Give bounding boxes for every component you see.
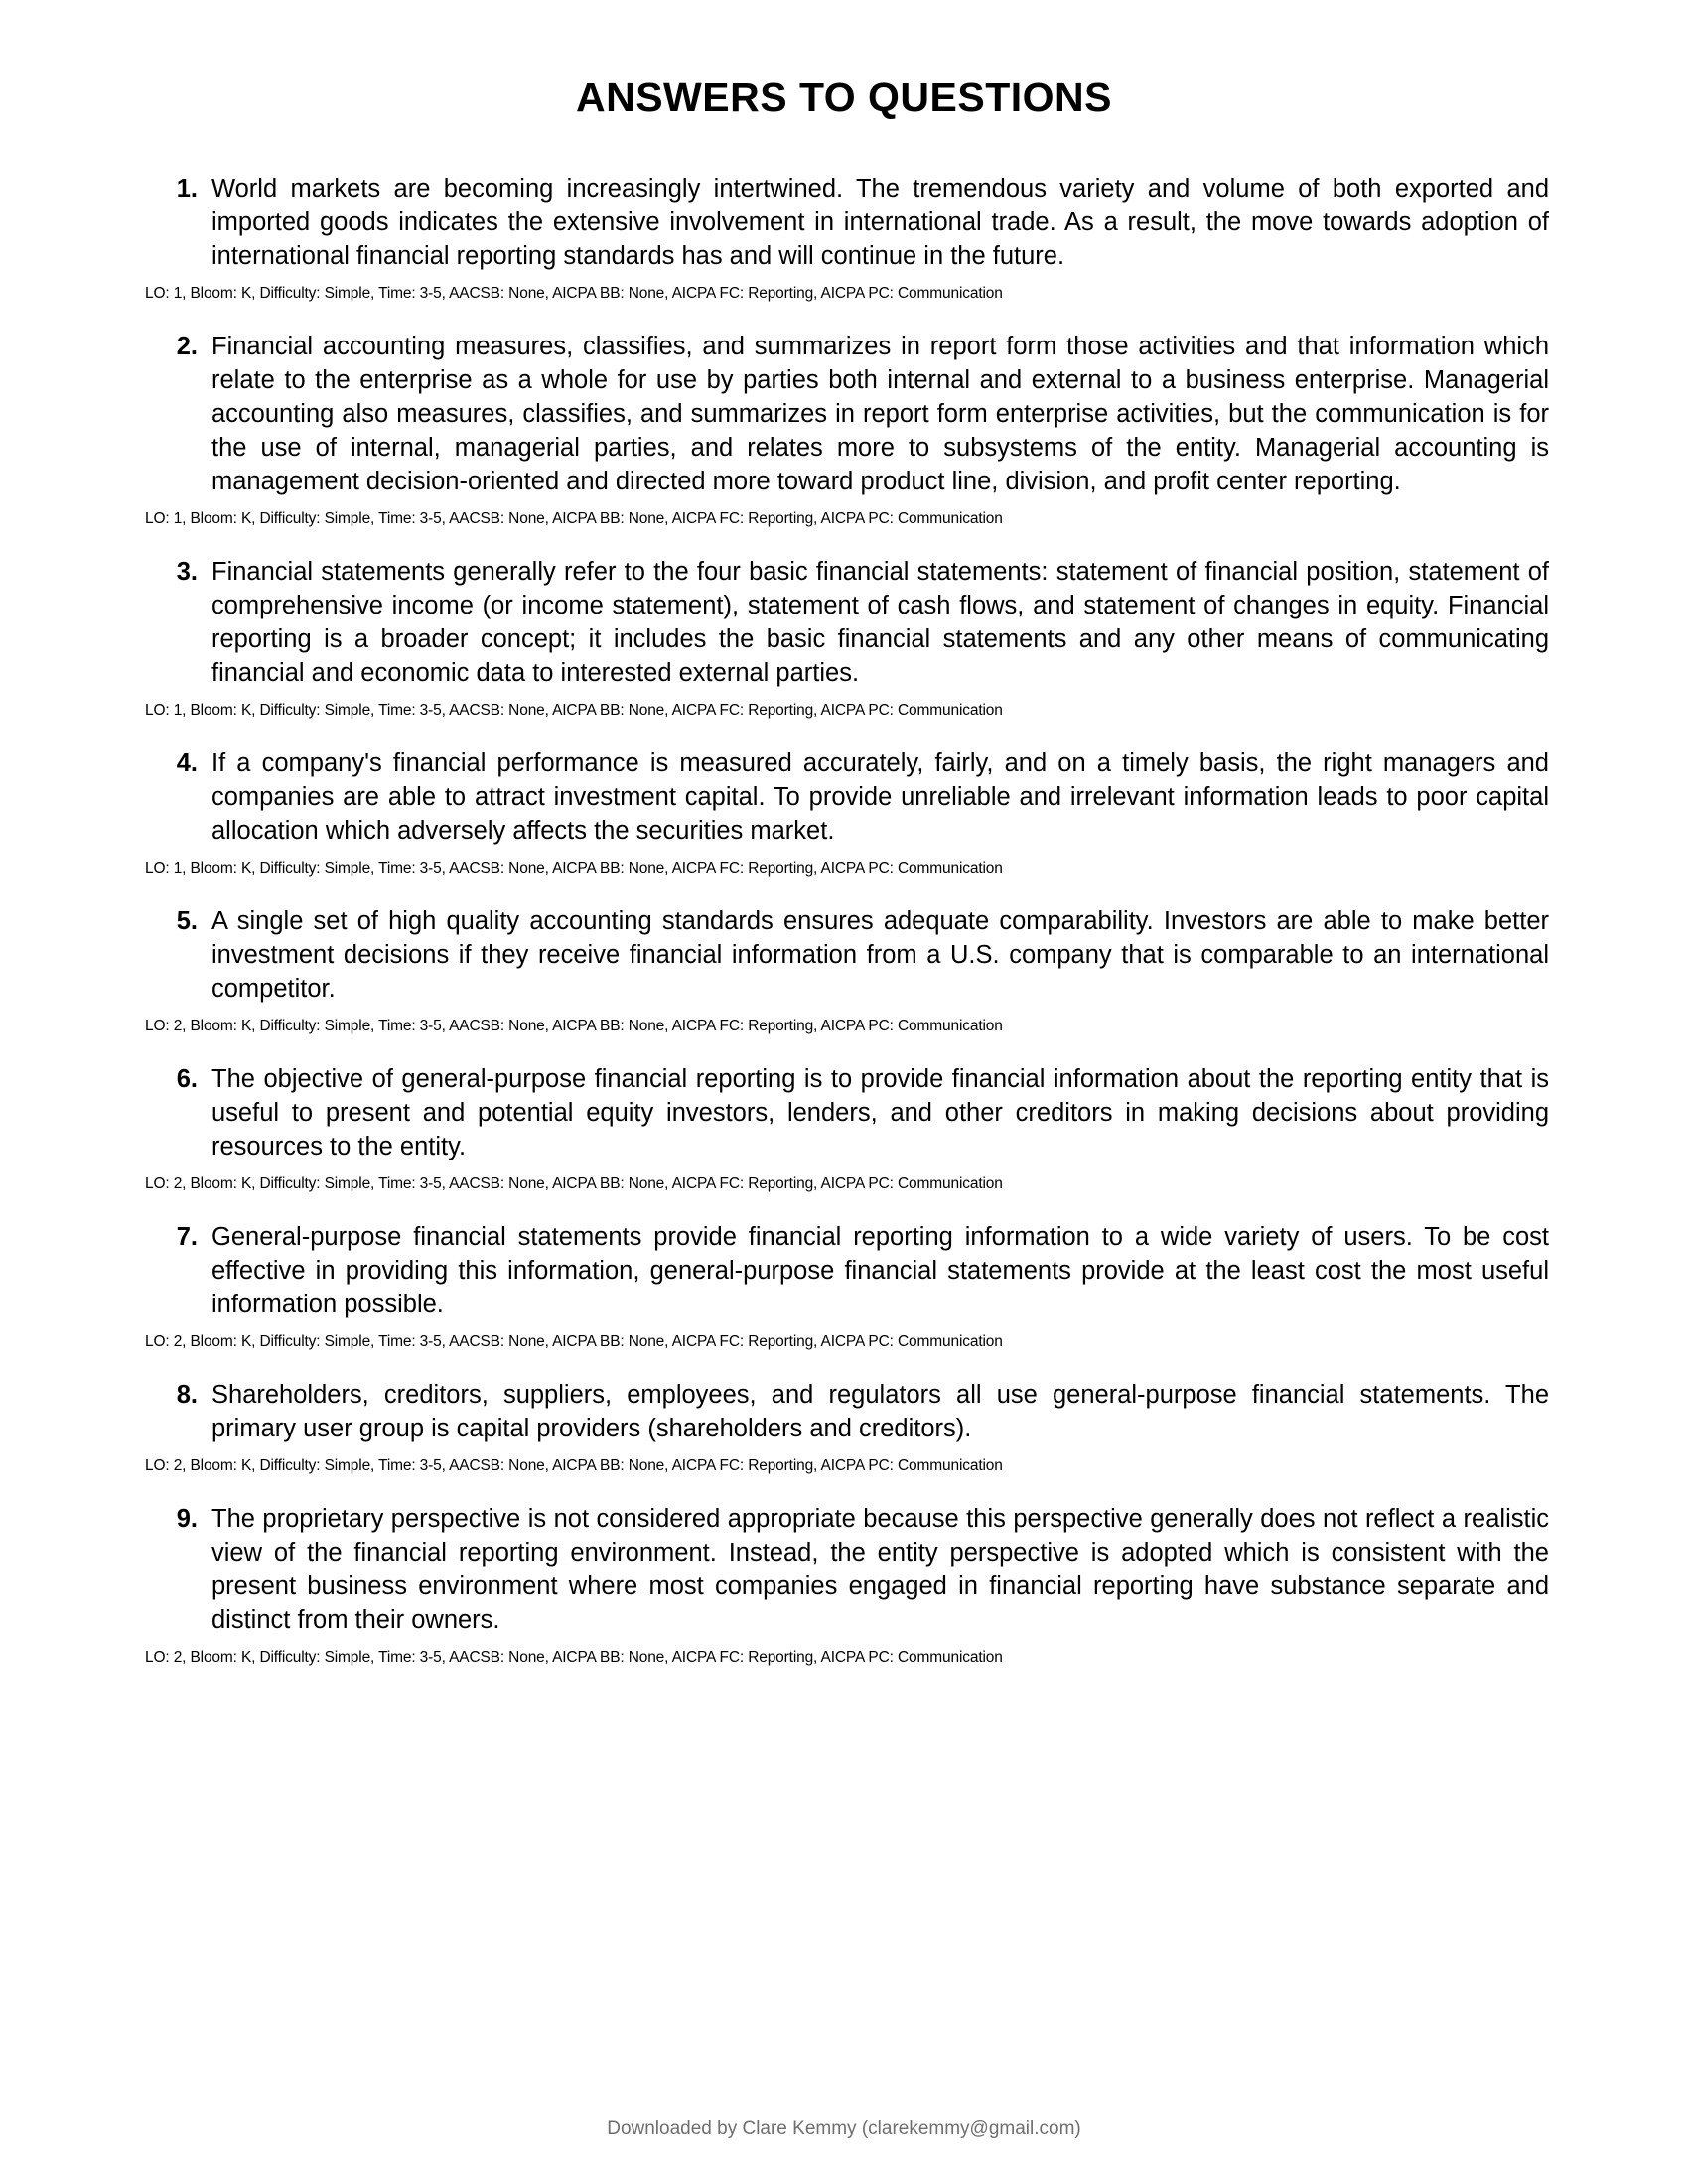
answer-metadata: LO: 2, Bloom: K, Difficulty: Simple, Time: 3-5, AACSB: None, AICPA BB: None, AICPA FC: Reporting, AICPA PC: Communication xyxy=(145,1333,1003,1351)
answer-item xyxy=(139,1378,1549,1476)
answer-text: Financial statements generally refer to the four basic financial statements: statement of financial position, statement of comprehensive income (or income statement), statement of cash flows, and statement of changes in equity. Financial reporting is a broader concept; it includes the basic financial statements and any other means of communicating financial and economic data to interested external parties. xyxy=(211,558,1549,688)
answer-text: Shareholders, creditors, suppliers, employees, and regulators all use general-purpose financial statements. The primary user group is capital providers (shareholders and creditors). xyxy=(211,1381,1549,1443)
page-title: ANSWERS TO QUESTIONS xyxy=(575,74,1113,120)
answer-item xyxy=(139,904,1549,1036)
answer-metadata: LO: 1, Bloom: K, Difficulty: Simple, Time: 3-5, AACSB: None, AICPA BB: None, AICPA FC: Reporting, AICPA PC: Communication xyxy=(145,860,1003,878)
answer-number: 2. xyxy=(176,333,198,361)
answer-row xyxy=(139,1502,1549,1637)
answer-text: If a company's financial performance is measured accurately, fairly, and on a timely basis, the right managers and companies are able to attract investment capital. To provide unreliable and irrelevant information leads to poor capital allocation which adversely affects the securities market. xyxy=(211,750,1549,846)
answer-text: The proprietary perspective is not considered appropriate because this perspective generally does not reflect a realistic view of the financial reporting environment. Instead, the entity perspective is adopted which is consistent with the present business environment where most companies engaged in financial reporting have substance separate and distinct from their owners. xyxy=(211,1505,1549,1635)
answer-item xyxy=(139,330,1549,529)
answer-number: 7. xyxy=(176,1223,198,1252)
answer-row xyxy=(139,747,1549,848)
answer-item xyxy=(139,555,1549,721)
answer-item xyxy=(139,1502,1549,1668)
answer-number: 5. xyxy=(176,907,198,936)
answer-metadata: LO: 1, Bloom: K, Difficulty: Simple, Time: 3-5, AACSB: None, AICPA BB: None, AICPA FC: Reporting, AICPA PC: Communication xyxy=(145,702,1003,720)
answers-list xyxy=(139,120,1549,1668)
answer-item xyxy=(139,1062,1549,1194)
answer-number: 9. xyxy=(176,1505,198,1534)
answer-number: 1. xyxy=(176,175,198,204)
answer-metadata: LO: 2, Bloom: K, Difficulty: Simple, Time: 3-5, AACSB: None, AICPA BB: None, AICPA FC: Reporting, AICPA PC: Communication xyxy=(145,1175,1003,1193)
answer-number: 4. xyxy=(176,750,198,778)
answer-text: General-purpose financial statements provide financial reporting information to a wide variety of users. To be cost effective in providing this information, general-purpose financial statements provide at the least cost the most useful information possible. xyxy=(211,1223,1549,1319)
answer-number: 6. xyxy=(176,1065,198,1094)
answer-row xyxy=(139,330,1549,498)
answer-item xyxy=(139,747,1549,879)
answer-metadata: LO: 1, Bloom: K, Difficulty: Simple, Time: 3-5, AACSB: None, AICPA BB: None, AICPA FC: Reporting, AICPA PC: Communication xyxy=(145,510,1003,528)
answer-metadata: LO: 1, Bloom: K, Difficulty: Simple, Time: 3-5, AACSB: None, AICPA BB: None, AICPA FC: Reporting, AICPA PC: Communication xyxy=(145,285,1003,303)
answer-metadata: LO: 2, Bloom: K, Difficulty: Simple, Time: 3-5, AACSB: None, AICPA BB: None, AICPA FC: Reporting, AICPA PC: Communication xyxy=(145,1649,1003,1667)
answer-text: The objective of general-purpose financial reporting is to provide financial information about the reporting entity that is useful to present and potential equity investors, lenders, and other creditors in making decisions about providing resources to the entity. xyxy=(211,1065,1549,1161)
page-footer: Downloaded by Clare Kemmy (clarekemmy@gmail.com) xyxy=(607,2118,1081,2139)
answer-item xyxy=(139,1220,1549,1352)
answer-row xyxy=(139,555,1549,690)
answer-row xyxy=(139,172,1549,273)
answer-item xyxy=(139,172,1549,304)
answer-text: Financial accounting measures, classifies, and summarizes in report form those activities and that information which relate to the enterprise as a whole for use by parties both internal and external to a business enterprise. Managerial accounting also measures, classifies, and summarizes in report form enterprise activities, but the communication is for the use of internal, managerial parties, and relates more to subsystems of the entity. Managerial accounting is management decision-oriented and directed more toward product line, division, and profit center reporting. xyxy=(211,333,1549,496)
answer-metadata: LO: 2, Bloom: K, Difficulty: Simple, Time: 3-5, AACSB: None, AICPA BB: None, AICPA FC: Reporting, AICPA PC: Communication xyxy=(145,1457,1003,1475)
answer-row xyxy=(139,1062,1549,1163)
answer-row xyxy=(139,1220,1549,1321)
answer-text: World markets are becoming increasingly intertwined. The tremendous variety and volume of both exported and imported goods indicates the extensive involvement in international trade. As a result, the move towards adoption of international financial reporting standards has and will continue in the future. xyxy=(211,175,1549,271)
answer-metadata: LO: 2, Bloom: K, Difficulty: Simple, Time: 3-5, AACSB: None, AICPA BB: None, AICPA FC: Reporting, AICPA PC: Communication xyxy=(145,1018,1003,1035)
answer-row xyxy=(139,1378,1549,1445)
answer-number: 3. xyxy=(176,558,198,587)
answer-number: 8. xyxy=(176,1381,198,1410)
answer-row xyxy=(139,904,1549,1006)
answer-text: A single set of high quality accounting standards ensures adequate comparability. Investors are able to make better investment decisions if they receive financial information from a U.S. company that is comparable to an international competitor. xyxy=(211,907,1549,1004)
